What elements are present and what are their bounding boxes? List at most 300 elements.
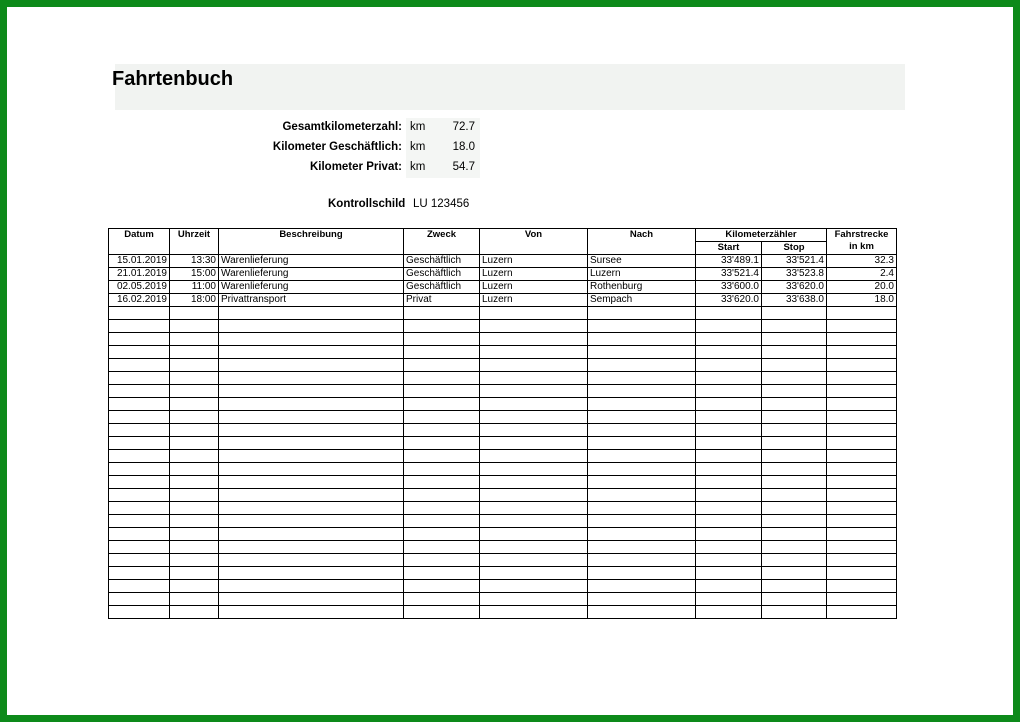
cell-nach[interactable] (588, 554, 696, 567)
cell-stop[interactable] (762, 385, 827, 398)
cell-beschreibung[interactable] (219, 398, 404, 411)
cell-strecke[interactable] (827, 515, 897, 528)
table-row (109, 320, 897, 333)
header-zweck: Zweck (404, 229, 480, 255)
cell-beschreibung[interactable] (219, 346, 404, 359)
cell-nach[interactable] (588, 476, 696, 489)
cell-beschreibung[interactable] (219, 580, 404, 593)
cell-zweck[interactable] (404, 424, 480, 437)
cell-nach[interactable] (588, 502, 696, 515)
cell-beschreibung[interactable] (219, 424, 404, 437)
cell-strecke[interactable] (827, 541, 897, 554)
cell-beschreibung[interactable] (219, 450, 404, 463)
cell-zweck[interactable]: Geschäftlich (404, 268, 480, 281)
cell-start[interactable] (696, 463, 762, 476)
cell-uhrzeit[interactable]: 18:00 (170, 294, 219, 307)
table-row (109, 528, 897, 541)
cell-datum[interactable] (109, 372, 170, 385)
cell-datum[interactable] (109, 333, 170, 346)
summary-unit: km (410, 121, 426, 133)
summary-value: 54.7 (435, 161, 475, 173)
cell-nach[interactable] (588, 580, 696, 593)
plate-label: Kontrollschild (328, 198, 406, 210)
cell-stop[interactable] (762, 528, 827, 541)
table-row (109, 385, 897, 398)
cell-zweck[interactable] (404, 554, 480, 567)
cell-uhrzeit[interactable] (170, 450, 219, 463)
cell-zweck[interactable] (404, 411, 480, 424)
cell-uhrzeit[interactable] (170, 528, 219, 541)
cell-von[interactable] (480, 307, 588, 320)
cell-start[interactable]: 33'620.0 (696, 294, 762, 307)
cell-von[interactable] (480, 463, 588, 476)
cell-strecke[interactable] (827, 359, 897, 372)
cell-start[interactable] (696, 385, 762, 398)
cell-strecke[interactable] (827, 554, 897, 567)
cell-strecke[interactable] (827, 307, 897, 320)
cell-nach[interactable] (588, 424, 696, 437)
table-row (109, 359, 897, 372)
cell-stop[interactable] (762, 567, 827, 580)
cell-von[interactable] (480, 528, 588, 541)
cell-start[interactable]: 33'489.1 (696, 255, 762, 268)
cell-beschreibung[interactable] (219, 463, 404, 476)
cell-strecke[interactable] (827, 398, 897, 411)
cell-datum[interactable] (109, 359, 170, 372)
cell-zweck[interactable] (404, 606, 480, 619)
cell-zweck[interactable] (404, 346, 480, 359)
cell-uhrzeit[interactable] (170, 411, 219, 424)
cell-stop[interactable] (762, 541, 827, 554)
cell-uhrzeit[interactable] (170, 398, 219, 411)
cell-strecke[interactable] (827, 502, 897, 515)
cell-zweck[interactable] (404, 593, 480, 606)
cell-start[interactable] (696, 411, 762, 424)
cell-start[interactable] (696, 307, 762, 320)
cell-nach[interactable] (588, 437, 696, 450)
cell-uhrzeit[interactable]: 15:00 (170, 268, 219, 281)
cell-nach[interactable] (588, 450, 696, 463)
cell-stop[interactable] (762, 320, 827, 333)
cell-datum[interactable] (109, 437, 170, 450)
cell-beschreibung[interactable]: Privattransport (219, 294, 404, 307)
cell-beschreibung[interactable] (219, 372, 404, 385)
cell-datum[interactable] (109, 385, 170, 398)
cell-von[interactable] (480, 359, 588, 372)
cell-beschreibung[interactable] (219, 593, 404, 606)
table-row (109, 372, 897, 385)
cell-strecke[interactable] (827, 606, 897, 619)
cell-von[interactable] (480, 580, 588, 593)
cell-strecke[interactable] (827, 463, 897, 476)
cell-start[interactable] (696, 541, 762, 554)
header-von: Von (480, 229, 588, 255)
cell-uhrzeit[interactable] (170, 359, 219, 372)
summary-value: 72.7 (435, 121, 475, 133)
cell-datum[interactable] (109, 489, 170, 502)
cell-start[interactable] (696, 606, 762, 619)
cell-beschreibung[interactable] (219, 554, 404, 567)
cell-stop[interactable]: 33'638.0 (762, 294, 827, 307)
cell-von[interactable] (480, 450, 588, 463)
summary-label: Kilometer Geschäftlich: (272, 141, 402, 153)
cell-stop[interactable]: 33'620.0 (762, 281, 827, 294)
cell-strecke[interactable]: 18.0 (827, 294, 897, 307)
table-row (109, 411, 897, 424)
cell-zweck[interactable] (404, 580, 480, 593)
cell-start[interactable] (696, 346, 762, 359)
cell-nach[interactable] (588, 411, 696, 424)
cell-uhrzeit[interactable]: 13:30 (170, 255, 219, 268)
cell-datum[interactable] (109, 450, 170, 463)
cell-strecke[interactable] (827, 528, 897, 541)
cell-nach[interactable]: Luzern (588, 268, 696, 281)
cell-zweck[interactable] (404, 398, 480, 411)
cell-von[interactable] (480, 476, 588, 489)
cell-beschreibung[interactable]: Warenlieferung (219, 268, 404, 281)
cell-zweck[interactable] (404, 567, 480, 580)
cell-nach[interactable] (588, 606, 696, 619)
cell-nach[interactable]: Sempach (588, 294, 696, 307)
cell-uhrzeit[interactable] (170, 320, 219, 333)
cell-stop[interactable] (762, 359, 827, 372)
header-datum: Datum (109, 229, 170, 255)
cell-zweck[interactable]: Privat (404, 294, 480, 307)
summary-unit: km (410, 161, 426, 173)
cell-nach[interactable] (588, 333, 696, 346)
cell-strecke[interactable]: 2.4 (827, 268, 897, 281)
cell-stop[interactable]: 33'521.4 (762, 255, 827, 268)
cell-uhrzeit[interactable] (170, 580, 219, 593)
table-header-row (109, 229, 897, 242)
cell-start[interactable] (696, 515, 762, 528)
cell-zweck[interactable] (404, 515, 480, 528)
cell-uhrzeit[interactable] (170, 385, 219, 398)
cell-start[interactable]: 33'600.0 (696, 281, 762, 294)
cell-nach[interactable] (588, 359, 696, 372)
table-row (109, 606, 897, 619)
table-row (109, 307, 897, 320)
summary-unit: km (410, 141, 426, 153)
table-row (109, 567, 897, 580)
header-fahrstrecke-label: Fahrstrecke (834, 229, 889, 240)
cell-von[interactable] (480, 398, 588, 411)
cell-uhrzeit[interactable] (170, 606, 219, 619)
cell-start[interactable] (696, 489, 762, 502)
cell-start[interactable] (696, 567, 762, 580)
cell-start[interactable] (696, 333, 762, 346)
cell-stop[interactable] (762, 437, 827, 450)
cell-start[interactable] (696, 580, 762, 593)
cell-nach[interactable] (588, 463, 696, 476)
cell-beschreibung[interactable] (219, 307, 404, 320)
table-row (109, 463, 897, 476)
cell-strecke[interactable] (827, 437, 897, 450)
cell-start[interactable] (696, 476, 762, 489)
cell-start[interactable] (696, 593, 762, 606)
cell-datum[interactable]: 21.01.2019 (109, 268, 170, 281)
cell-von[interactable] (480, 346, 588, 359)
cell-von[interactable] (480, 333, 588, 346)
summary-row-private (240, 158, 480, 178)
cell-von[interactable] (480, 411, 588, 424)
table-row (109, 450, 897, 463)
cell-strecke[interactable] (827, 593, 897, 606)
cell-uhrzeit[interactable] (170, 463, 219, 476)
table-row (109, 346, 897, 359)
cell-start[interactable]: 33'521.4 (696, 268, 762, 281)
cell-stop[interactable] (762, 411, 827, 424)
cell-von[interactable] (480, 320, 588, 333)
cell-uhrzeit[interactable] (170, 567, 219, 580)
cell-stop[interactable]: 33'523.8 (762, 268, 827, 281)
cell-zweck[interactable] (404, 489, 480, 502)
cell-strecke[interactable] (827, 333, 897, 346)
cell-start[interactable] (696, 528, 762, 541)
cell-stop[interactable] (762, 463, 827, 476)
cell-beschreibung[interactable] (219, 385, 404, 398)
cell-datum[interactable] (109, 580, 170, 593)
cell-stop[interactable] (762, 333, 827, 346)
cell-zweck[interactable] (404, 385, 480, 398)
cell-von[interactable] (480, 541, 588, 554)
cell-datum[interactable] (109, 541, 170, 554)
cell-nach[interactable] (588, 489, 696, 502)
cell-uhrzeit[interactable] (170, 593, 219, 606)
cell-von[interactable] (480, 567, 588, 580)
table-row (109, 281, 897, 294)
cell-strecke[interactable] (827, 411, 897, 424)
cell-nach[interactable] (588, 515, 696, 528)
cell-von[interactable] (480, 385, 588, 398)
cell-von[interactable] (480, 593, 588, 606)
cell-stop[interactable] (762, 398, 827, 411)
header-stop: Stop (762, 242, 827, 255)
cell-uhrzeit[interactable] (170, 424, 219, 437)
cell-start[interactable] (696, 359, 762, 372)
cell-zweck[interactable] (404, 307, 480, 320)
cell-von[interactable]: Luzern (480, 268, 588, 281)
table-row (109, 541, 897, 554)
cell-nach[interactable] (588, 372, 696, 385)
cell-nach[interactable] (588, 385, 696, 398)
cell-beschreibung[interactable] (219, 567, 404, 580)
table-row (109, 593, 897, 606)
cell-zweck[interactable] (404, 372, 480, 385)
cell-uhrzeit[interactable] (170, 541, 219, 554)
cell-nach[interactable] (588, 567, 696, 580)
cell-start[interactable] (696, 450, 762, 463)
cell-stop[interactable] (762, 606, 827, 619)
cell-zweck[interactable] (404, 437, 480, 450)
cell-start[interactable] (696, 554, 762, 567)
cell-von[interactable] (480, 502, 588, 515)
cell-zweck[interactable] (404, 476, 480, 489)
cell-datum[interactable] (109, 307, 170, 320)
cell-beschreibung[interactable] (219, 333, 404, 346)
cell-stop[interactable] (762, 476, 827, 489)
cell-nach[interactable]: Rothenburg (588, 281, 696, 294)
cell-zweck[interactable] (404, 541, 480, 554)
cell-datum[interactable] (109, 463, 170, 476)
cell-uhrzeit[interactable] (170, 515, 219, 528)
cell-strecke[interactable] (827, 450, 897, 463)
cell-strecke[interactable] (827, 580, 897, 593)
cell-uhrzeit[interactable] (170, 307, 219, 320)
cell-beschreibung[interactable] (219, 489, 404, 502)
table-row (109, 437, 897, 450)
cell-zweck[interactable] (404, 320, 480, 333)
cell-datum[interactable] (109, 554, 170, 567)
cell-datum[interactable]: 15.01.2019 (109, 255, 170, 268)
cell-stop[interactable] (762, 502, 827, 515)
cell-datum[interactable] (109, 606, 170, 619)
cell-beschreibung[interactable] (219, 476, 404, 489)
cell-datum[interactable] (109, 502, 170, 515)
cell-nach[interactable] (588, 320, 696, 333)
cell-datum[interactable] (109, 593, 170, 606)
cell-zweck[interactable]: Geschäftlich (404, 281, 480, 294)
cell-beschreibung[interactable] (219, 528, 404, 541)
cell-strecke[interactable]: 20.0 (827, 281, 897, 294)
cell-datum[interactable] (109, 424, 170, 437)
cell-datum[interactable] (109, 528, 170, 541)
cell-stop[interactable] (762, 554, 827, 567)
cell-uhrzeit[interactable]: 11:00 (170, 281, 219, 294)
cell-datum[interactable] (109, 476, 170, 489)
table-row (109, 333, 897, 346)
cell-uhrzeit[interactable] (170, 489, 219, 502)
cell-datum[interactable] (109, 320, 170, 333)
table-row (109, 268, 897, 281)
cell-zweck[interactable] (404, 333, 480, 346)
cell-start[interactable] (696, 437, 762, 450)
cell-stop[interactable] (762, 424, 827, 437)
cell-stop[interactable] (762, 307, 827, 320)
cell-strecke[interactable] (827, 346, 897, 359)
header-fahrstrecke-unit: in km (849, 241, 874, 252)
cell-strecke[interactable] (827, 489, 897, 502)
summary-row-total (240, 118, 480, 138)
cell-von[interactable]: Luzern (480, 281, 588, 294)
cell-von[interactable] (480, 437, 588, 450)
cell-beschreibung[interactable] (219, 606, 404, 619)
table-row (109, 502, 897, 515)
cell-uhrzeit[interactable] (170, 346, 219, 359)
cell-von[interactable] (480, 372, 588, 385)
cell-von[interactable] (480, 554, 588, 567)
table-body (109, 255, 897, 619)
table-row (109, 398, 897, 411)
cell-stop[interactable] (762, 372, 827, 385)
cell-zweck[interactable] (404, 450, 480, 463)
cell-von[interactable] (480, 515, 588, 528)
cell-strecke[interactable] (827, 385, 897, 398)
cell-nach[interactable] (588, 528, 696, 541)
cell-zweck[interactable]: Geschäftlich (404, 255, 480, 268)
cell-beschreibung[interactable]: Warenlieferung (219, 281, 404, 294)
cell-uhrzeit[interactable] (170, 476, 219, 489)
cell-datum[interactable] (109, 346, 170, 359)
cell-uhrzeit[interactable] (170, 333, 219, 346)
cell-start[interactable] (696, 502, 762, 515)
cell-datum[interactable] (109, 398, 170, 411)
header-uhrzeit: Uhrzeit (170, 229, 219, 255)
cell-nach[interactable] (588, 307, 696, 320)
cell-strecke[interactable] (827, 476, 897, 489)
cell-von[interactable]: Luzern (480, 255, 588, 268)
cell-beschreibung[interactable] (219, 541, 404, 554)
cell-datum[interactable]: 02.05.2019 (109, 281, 170, 294)
cell-stop[interactable] (762, 346, 827, 359)
cell-beschreibung[interactable] (219, 502, 404, 515)
cell-zweck[interactable] (404, 502, 480, 515)
table-row (109, 294, 897, 307)
cell-beschreibung[interactable] (219, 411, 404, 424)
cell-von[interactable]: Luzern (480, 294, 588, 307)
table-row (109, 476, 897, 489)
page-title: Fahrtenbuch (112, 68, 234, 90)
header-fahrstrecke (827, 229, 897, 255)
cell-nach[interactable] (588, 541, 696, 554)
cell-datum[interactable] (109, 567, 170, 580)
header-nach: Nach (588, 229, 696, 255)
cell-zweck[interactable] (404, 463, 480, 476)
cell-uhrzeit[interactable] (170, 502, 219, 515)
cell-stop[interactable] (762, 450, 827, 463)
header-start: Start (696, 242, 762, 255)
cell-beschreibung[interactable] (219, 359, 404, 372)
cell-strecke[interactable] (827, 424, 897, 437)
cell-stop[interactable] (762, 489, 827, 502)
cell-beschreibung[interactable] (219, 320, 404, 333)
cell-von[interactable] (480, 489, 588, 502)
cell-strecke[interactable] (827, 567, 897, 580)
cell-start[interactable] (696, 320, 762, 333)
cell-beschreibung[interactable]: Warenlieferung (219, 255, 404, 268)
cell-start[interactable] (696, 372, 762, 385)
cell-start[interactable] (696, 424, 762, 437)
cell-von[interactable] (480, 424, 588, 437)
cell-stop[interactable] (762, 580, 827, 593)
cell-beschreibung[interactable] (219, 437, 404, 450)
cell-datum[interactable]: 16.02.2019 (109, 294, 170, 307)
table-row (109, 255, 897, 268)
table-row (109, 424, 897, 437)
cell-nach[interactable] (588, 346, 696, 359)
cell-beschreibung[interactable] (219, 515, 404, 528)
cell-zweck[interactable] (404, 359, 480, 372)
cell-start[interactable] (696, 398, 762, 411)
cell-stop[interactable] (762, 593, 827, 606)
cell-uhrzeit[interactable] (170, 554, 219, 567)
cell-strecke[interactable] (827, 320, 897, 333)
cell-nach[interactable] (588, 398, 696, 411)
cell-strecke[interactable]: 32.3 (827, 255, 897, 268)
cell-stop[interactable] (762, 515, 827, 528)
cell-von[interactable] (480, 606, 588, 619)
cell-uhrzeit[interactable] (170, 372, 219, 385)
title-band (115, 64, 905, 110)
cell-nach[interactable] (588, 593, 696, 606)
table-row (109, 489, 897, 502)
cell-strecke[interactable] (827, 372, 897, 385)
cell-zweck[interactable] (404, 528, 480, 541)
cell-datum[interactable] (109, 411, 170, 424)
cell-datum[interactable] (109, 515, 170, 528)
cell-uhrzeit[interactable] (170, 437, 219, 450)
cell-nach[interactable]: Sursee (588, 255, 696, 268)
